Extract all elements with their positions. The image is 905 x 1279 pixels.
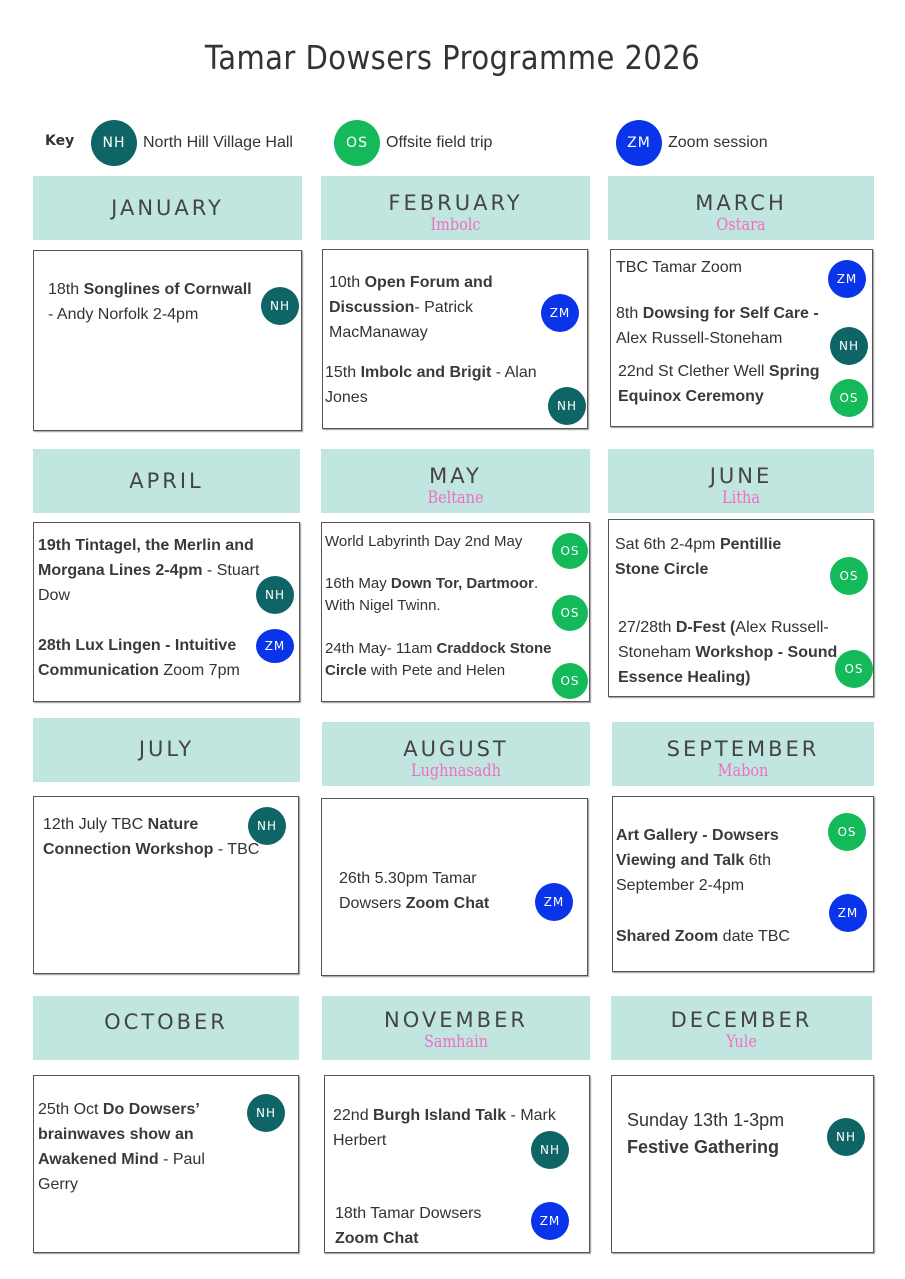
month-box-june [608, 519, 874, 697]
page-title: Tamar Dowsers Programme 2026 [204, 38, 701, 77]
event: 16th May Down Tor, Dartmoor. With Nigel Twinn. [325, 575, 539, 614]
month-name: JULY [138, 737, 195, 761]
month-name: OCTOBER [104, 1010, 228, 1034]
event: Sat 6th 2-4pm Pentillie Stone Circle [615, 536, 782, 578]
month-name: AUGUST [403, 737, 509, 761]
offsite-badge-icon: OS [830, 557, 868, 595]
festival-name: Beltane [427, 488, 484, 508]
month-header-may [321, 449, 590, 513]
offsite-badge-icon: OS [552, 595, 588, 631]
event: Art Gallery - Dowsers Viewing and Talk 6th September 2-4pm [616, 827, 779, 894]
month-box-september [612, 796, 874, 972]
month-header-july [33, 718, 300, 782]
north-hill-badge-icon: NH [261, 287, 299, 325]
event: 15th Imbolc and Brigit - Alan Jones [325, 364, 537, 406]
festival-name: Mabon [717, 761, 769, 781]
month-name: APRIL [129, 469, 204, 493]
month-name: MARCH [695, 191, 787, 215]
month-name: DECEMBER [670, 1008, 813, 1032]
north-hill-badge-icon: NH [531, 1131, 569, 1169]
zoom-badge-icon: ZM [256, 629, 294, 663]
month-header-november [322, 996, 590, 1060]
month-name: FEBRUARY [388, 191, 523, 215]
festival-name: Imbolc [430, 215, 481, 235]
event: World Labyrinth Day 2nd May [325, 533, 523, 550]
offsite-badge-icon: OS [552, 663, 588, 699]
key-label: Key [45, 133, 75, 149]
month-box-january [33, 250, 302, 431]
month-header-october [33, 996, 299, 1060]
event: Shared Zoom date TBC [616, 928, 790, 945]
festival-name: Samhain [423, 1032, 489, 1052]
month-header-february [321, 176, 590, 240]
key-item-zoom [616, 121, 768, 165]
month-header-june [608, 449, 874, 513]
event: 25th Oct Do Dowsers’ brainwaves show an Awakened Mind - Paul Gerry [38, 1101, 205, 1193]
north-hill-badge-icon: NH [830, 327, 868, 365]
zoom-badge-icon: ZM [531, 1202, 569, 1240]
month-box-july [33, 796, 299, 974]
month-box-may [321, 522, 590, 702]
offsite-badge-icon: OS [334, 120, 380, 166]
zoom-badge-icon: ZM [828, 260, 866, 298]
key-text: Offsite field trip [386, 134, 493, 151]
month-box-march [610, 249, 873, 427]
north-hill-badge-icon: NH [248, 807, 286, 845]
north-hill-badge-icon: NH [827, 1118, 865, 1156]
month-header-january [33, 176, 302, 240]
month-box-april [33, 522, 300, 702]
key-text: North Hill Village Hall [143, 134, 293, 151]
event: TBC Tamar Zoom [616, 259, 742, 276]
north-hill-badge-icon: NH [247, 1094, 285, 1132]
event: 24th May- 11am Craddock Stone Circle with Pete and Helen [325, 640, 552, 679]
event: 26th 5.30pm Tamar Dowsers Zoom Chat [339, 870, 490, 912]
north-hill-badge-icon: NH [548, 387, 586, 425]
month-name: JUNE [709, 464, 773, 488]
month-name: SEPTEMBER [666, 737, 820, 761]
month-box-august [321, 798, 588, 976]
north-hill-badge-icon: NH [91, 120, 137, 166]
month-name: MAY [429, 464, 482, 488]
key-item-north-hill [91, 121, 293, 165]
month-header-march [608, 176, 874, 240]
month-header-december [611, 996, 872, 1060]
offsite-badge-icon: OS [835, 650, 873, 688]
month-box-november [324, 1075, 590, 1253]
offsite-badge-icon: OS [828, 813, 866, 851]
event: 18th Songlines of Cornwall - Andy Norfolk 2-4pm [48, 281, 252, 323]
month-box-december [611, 1075, 874, 1253]
festival-name: Lughnasadh [411, 761, 501, 781]
event: 8th Dowsing for Self Care - Alex Russell-Stoneham [616, 305, 819, 347]
offsite-badge-icon: OS [830, 379, 868, 417]
month-box-october [33, 1075, 299, 1253]
key-text: Zoom session [668, 134, 768, 151]
month-name: JANUARY [111, 196, 224, 220]
month-header-september [612, 722, 874, 786]
festival-name: Yule [726, 1032, 757, 1052]
zoom-badge-icon: ZM [541, 294, 579, 332]
event: 22nd Burgh Island Talk - Mark Herbert [333, 1107, 556, 1149]
month-header-august [322, 722, 590, 786]
key-item-offsite [334, 121, 492, 165]
zoom-badge-icon: ZM [616, 120, 662, 166]
event: Sunday 13th 1-3pm Festive Gathering [627, 1110, 785, 1157]
month-box-february [322, 249, 588, 429]
event: 18th Tamar Dowsers Zoom Chat [335, 1205, 482, 1247]
event: 27/28th D-Fest (Alex Russell-Stoneham Workshop - Sound Essence Healing) [618, 619, 838, 686]
festival-name: Litha [722, 488, 760, 508]
zoom-badge-icon: ZM [535, 883, 573, 921]
zoom-badge-icon: ZM [829, 894, 867, 932]
north-hill-badge-icon: NH [256, 576, 294, 614]
event: 19th Tintagel, the Merlin and Morgana Lines 2-4pm - Stuart Dow [38, 537, 260, 604]
offsite-badge-icon: OS [552, 533, 588, 569]
event: 22nd St Clether Well Spring Equinox Ceremony [618, 363, 820, 405]
event: 28th Lux Lingen - Intuitive Communication Zoom 7pm [38, 637, 240, 679]
event: 12th July TBC Nature Connection Workshop - TBC [43, 816, 260, 858]
festival-name: Ostara [716, 215, 766, 235]
month-header-april [33, 449, 300, 513]
event: 10th Open Forum and Discussion- Patrick MacManaway [329, 274, 493, 341]
month-name: NOVEMBER [384, 1008, 528, 1032]
